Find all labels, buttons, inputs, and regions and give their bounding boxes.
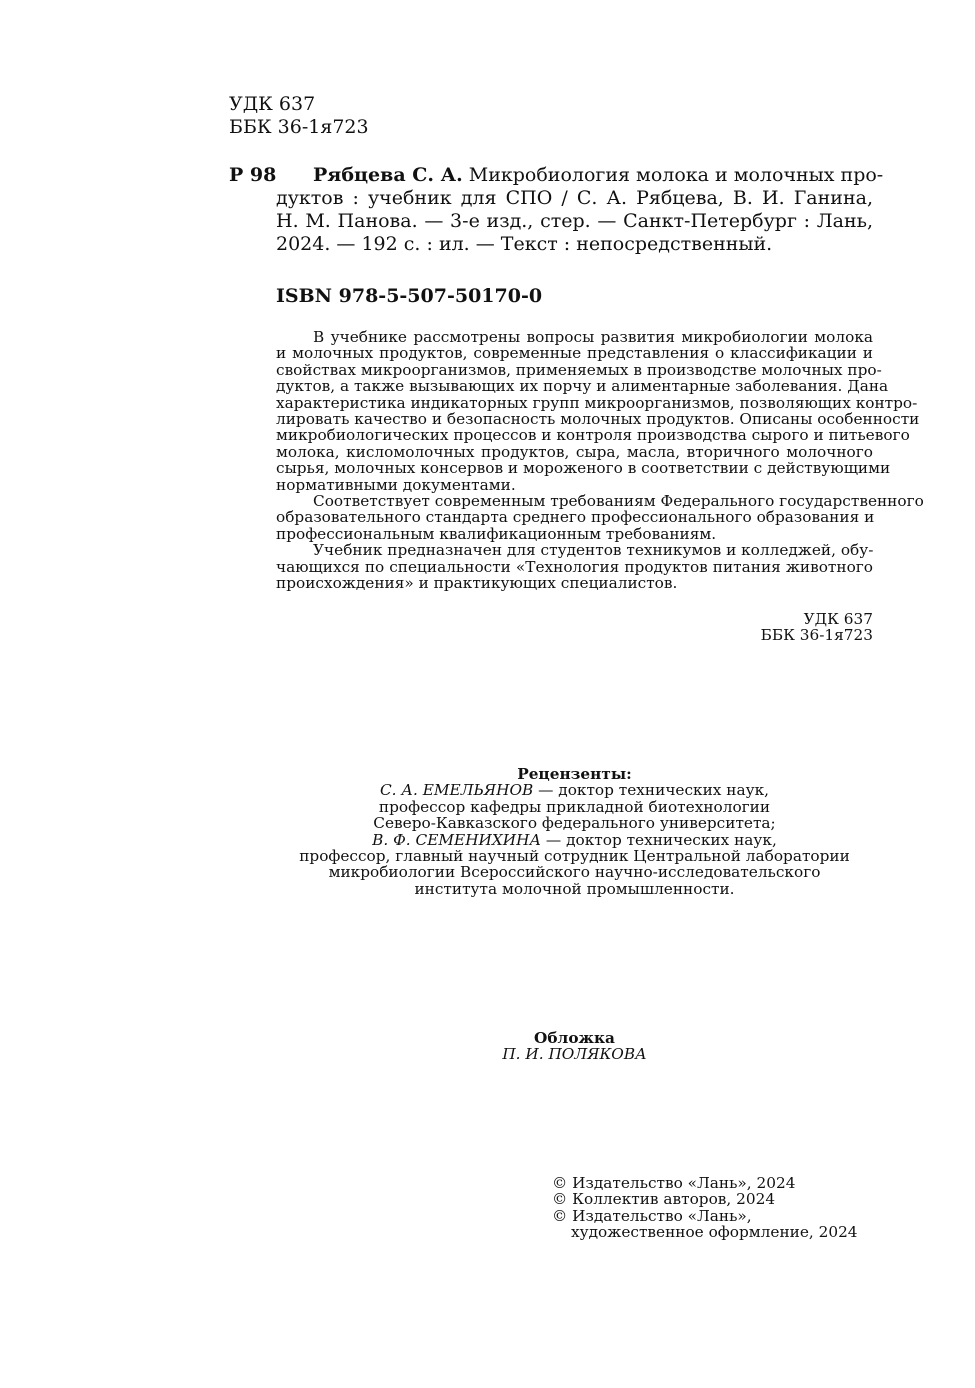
cover-designer: П. И. ПОЛЯКОВА bbox=[502, 1045, 647, 1064]
abstract-line: В учебнике рассмотрены вопросы развития микробиологии молока bbox=[313, 328, 873, 346]
biblio-line-2: дуктов : учебник для СПО / С. А. Рябцева, В. И. Ганина, bbox=[276, 187, 873, 209]
reviewer-2-line-1 bbox=[276, 832, 873, 848]
abstract-line: характеристика индикаторных групп микроорганизмов, позволяющих контро- bbox=[276, 393, 918, 412]
isbn: ISBN 978-5-507-50170-0 bbox=[276, 285, 543, 307]
author-name: Рябцева С. А. bbox=[313, 164, 463, 186]
reviewer-1-line-2: профессор кафедры прикладной биотехнологии bbox=[378, 797, 771, 816]
udk-code: УДК 637 bbox=[229, 93, 316, 115]
reviewers-block bbox=[276, 766, 873, 897]
reviewer-2-line-2: профессор, главный научный сотрудник Центральной лаборатории bbox=[299, 847, 850, 866]
reviewer-1-line-1 bbox=[276, 782, 873, 798]
abstract-line: лировать качество и безопасность молочных продуктов. Описаны особенности bbox=[276, 410, 920, 429]
copyright-line-3: © Издательство «Лань», bbox=[552, 1206, 752, 1225]
cover-credit bbox=[276, 1030, 873, 1063]
abstract-line: нормативными документами. bbox=[276, 475, 516, 494]
bbk-code: ББК 36-1я723 bbox=[229, 116, 369, 138]
abstract-line: дуктов, а также вызывающих их порчу и алиментарные заболевания. Дана bbox=[276, 377, 889, 396]
abstract-line: сырья, молочных консервов и мороженого в соответствии с действующими bbox=[276, 459, 891, 478]
reviewer-2-name: В. Ф. СЕМЕНИХИНА bbox=[372, 830, 542, 849]
reviewer-1-name: С. А. ЕМЕЛЬЯНОВ bbox=[379, 781, 534, 800]
abstract-line: Учебник предназначен для студентов техникумов и колледжей, обу- bbox=[313, 541, 874, 560]
cover-heading: Обложка bbox=[534, 1029, 615, 1047]
biblio-line-4: 2024. — 192 с. : ил. — Текст : непосредственный. bbox=[276, 233, 773, 255]
abstract-line: микробиологических процессов и контроля производства сырого и питьевого bbox=[276, 426, 910, 445]
reviewer-2-title: — доктор технических наук, bbox=[541, 830, 777, 849]
copyright-line-4: художественное оформление, 2024 bbox=[571, 1223, 858, 1242]
biblio-line-1 bbox=[276, 164, 884, 187]
reviewer-1-title: — доктор технических наук, bbox=[533, 781, 770, 800]
abstract-line: Соответствует современным требованиям Федерального государственного bbox=[313, 492, 924, 511]
copyright-block bbox=[552, 1175, 858, 1241]
copyright-line-1: © Издательство «Лань», 2024 bbox=[552, 1174, 796, 1192]
copyright-line-2: © Коллектив авторов, 2024 bbox=[552, 1190, 776, 1209]
abstract-line: происхождения» и практикующих специалистов. bbox=[276, 574, 678, 593]
abstract-line: образовательного стандарта среднего профессионального образования и bbox=[276, 508, 875, 527]
biblio-title-start: Микробиология молока и молочных про- bbox=[468, 164, 884, 186]
abstract-line: профессиональным квалификационным требованиям. bbox=[276, 524, 717, 543]
abstract-line: чающихся по специальности «Технология продуктов питания животного bbox=[276, 557, 873, 576]
biblio-line-3: Н. М. Панова. — 3-е изд., стер. — Санкт-Петербург : Лань, bbox=[276, 210, 873, 232]
reviewer-1-line-3: Северо-Кавказского федерального университета; bbox=[373, 814, 776, 833]
reviewer-2-line-3: микробиологии Всероссийского научно-исследовательского bbox=[328, 863, 821, 882]
classification-block-top bbox=[229, 93, 369, 139]
abstract bbox=[276, 328, 924, 593]
abstract-line: свойствах микроорганизмов, применяемых в производстве молочных про- bbox=[276, 360, 882, 379]
classification-block-bottom bbox=[761, 611, 873, 644]
abstract-line: и молочных продуктов, современные представления о классификации и bbox=[276, 344, 873, 363]
udk-code-right: УДК 637 bbox=[803, 610, 873, 628]
abstract-line: молока, кисломолочных продуктов, сыра, масла, вторичного молочного bbox=[276, 442, 873, 461]
shelf-mark: Р 98 bbox=[229, 164, 277, 186]
bibliographic-record bbox=[276, 164, 884, 256]
bbk-code-right: ББК 36-1я723 bbox=[760, 626, 873, 645]
reviewers-heading: Рецензенты: bbox=[517, 765, 632, 783]
reviewer-2-line-4: института молочной промышленности. bbox=[414, 879, 735, 898]
